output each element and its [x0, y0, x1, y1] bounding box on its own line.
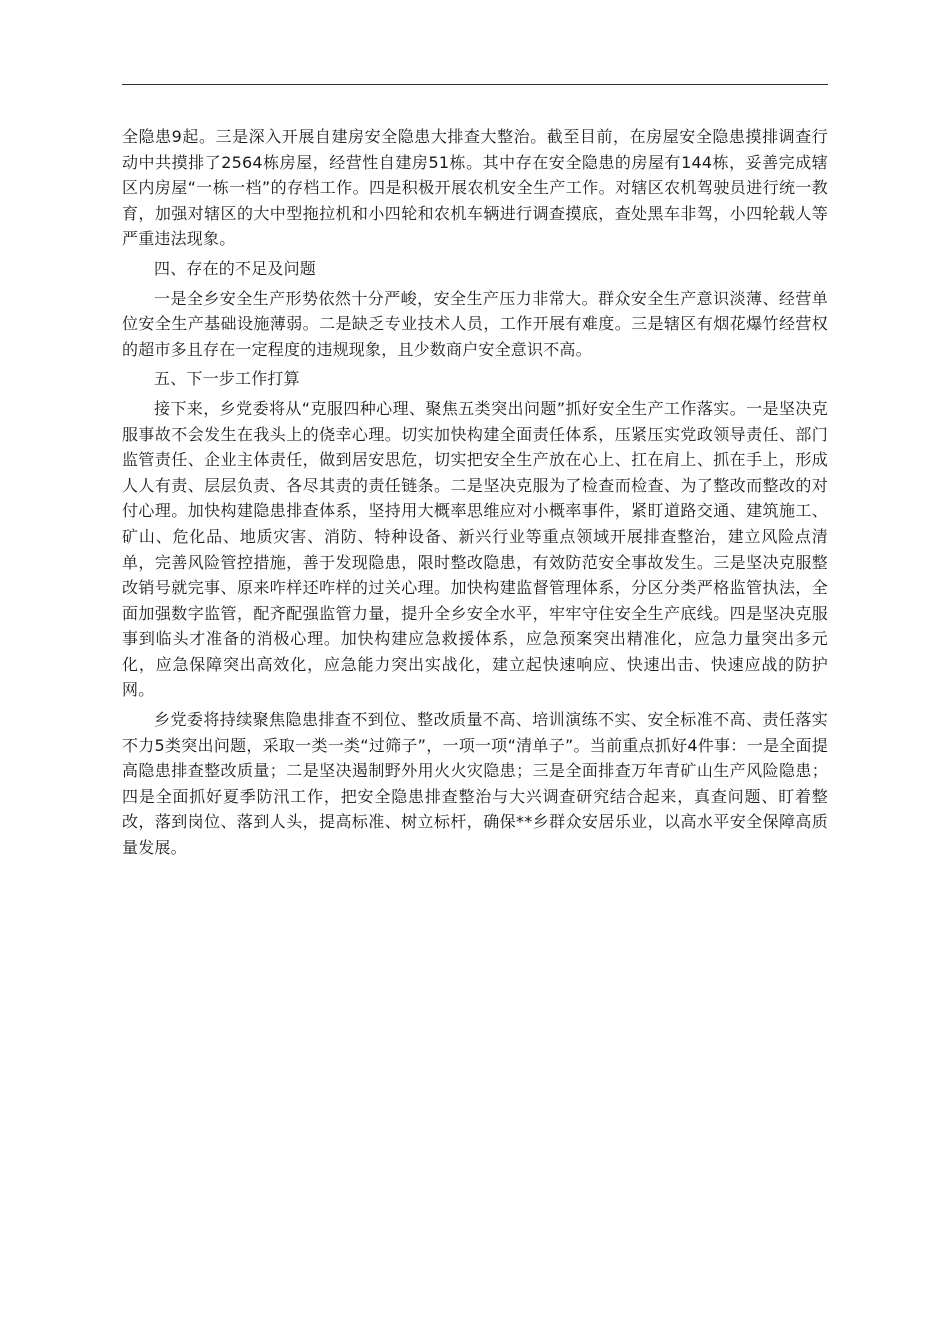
- paragraph-shortcomings: 一是全乡安全生产形势依然十分严峻，安全生产压力非常大。群众安全生产意识淡薄、经营单位安全生产基础设施薄弱。二是缺乏专业技术人员，工作开展有难度。三是辖区有烟花爆竹经营权的超市多且存在一定程度的违规现象，且少数商户安全意识不高。: [122, 288, 828, 359]
- paragraph-focus-issues: 乡党委将持续聚焦隐患排查不到位、整改质量不高、培训演练不实、安全标准不高、责任落实不力5类突出问题，采取一类一类“过筛子”，一项一项“清单子”。当前重点抓好4件事：一是全面提高隐患排查整改质量；二是坚决遏制野外用火火灾隐患；三是全面排查万年青矿山生产风险隐患；四是全面抓好夏季防汛工作，把安全隐患排查整治与大兴调查研究结合起来，真查问题、盯着整改，落到岗位、落到人头，提高标准、树立标杆，确保**乡群众安居乐业，以高水平安全保障高质量发展。: [122, 710, 828, 858]
- section-heading-next-steps: 五、下一步工作打算: [154, 369, 300, 389]
- header-rule: [122, 84, 828, 85]
- section-heading-shortcomings: 四、存在的不足及问题: [154, 258, 317, 278]
- paragraph-continued-safety-work: 全隐患9起。三是深入开展自建房安全隐患大排查大整治。截至目前，在房屋安全隐患摸排调查行动中共摸排了2564栋房屋，经营性自建房51栋。其中存在安全隐患的房屋有144栋，妥善完成辖区内房屋“一栋一档”的存档工作。四是积极开展农机安全生产工作。对辖区农机驾驶员进行统一教育，加强对辖区的大中型拖拉机和小四轮和农机车辆进行调查摸底，查处黑车非驾，小四轮载人等严重违法现象。: [122, 127, 828, 249]
- document-body: [122, 124, 828, 865]
- paragraph-next-steps: 接下来，乡党委将从“克服四种心理、聚焦五类突出问题”抓好安全生产工作落实。一是坚决克服事故不会发生在我头上的侥幸心理。切实加快构建全面责任体系，压紧压实党政领导责任、部门监管责任、企业主体责任，做到居安思危，切实把安全生产放在心上、扛在肩上、抓在手上，形成人人有责、层层负责、各尽其责的责任链条。二是坚决克服为了检查而检查、为了整改而整改的对付心理。加快构建隐患排查体系，坚持用大概率思维应对小概率事件，紧盯道路交通、建筑施工、矿山、危化品、地质灾害、消防、特种设备、新兴行业等重点领域开展排查整治，建立风险点清单，完善风险管控措施，善于发现隐患，限时整改隐患，有效防范安全事故发生。三是坚决克服整改销号就完事、原来咋样还咋样的过关心理。加快构建监督管理体系，分区分类严格监管执法，全面加强数字监管，配齐配强监管力量，提升全乡安全水平，牢牢守住安全生产底线。四是坚决克服事到临头才准备的消极心理。加快构建应急救援体系，应急预案突出精准化，应急力量突出多元化，应急保障突出高效化，应急能力突出实战化，建立起快速响应、快速出击、快速应战的防护网。: [122, 398, 828, 700]
